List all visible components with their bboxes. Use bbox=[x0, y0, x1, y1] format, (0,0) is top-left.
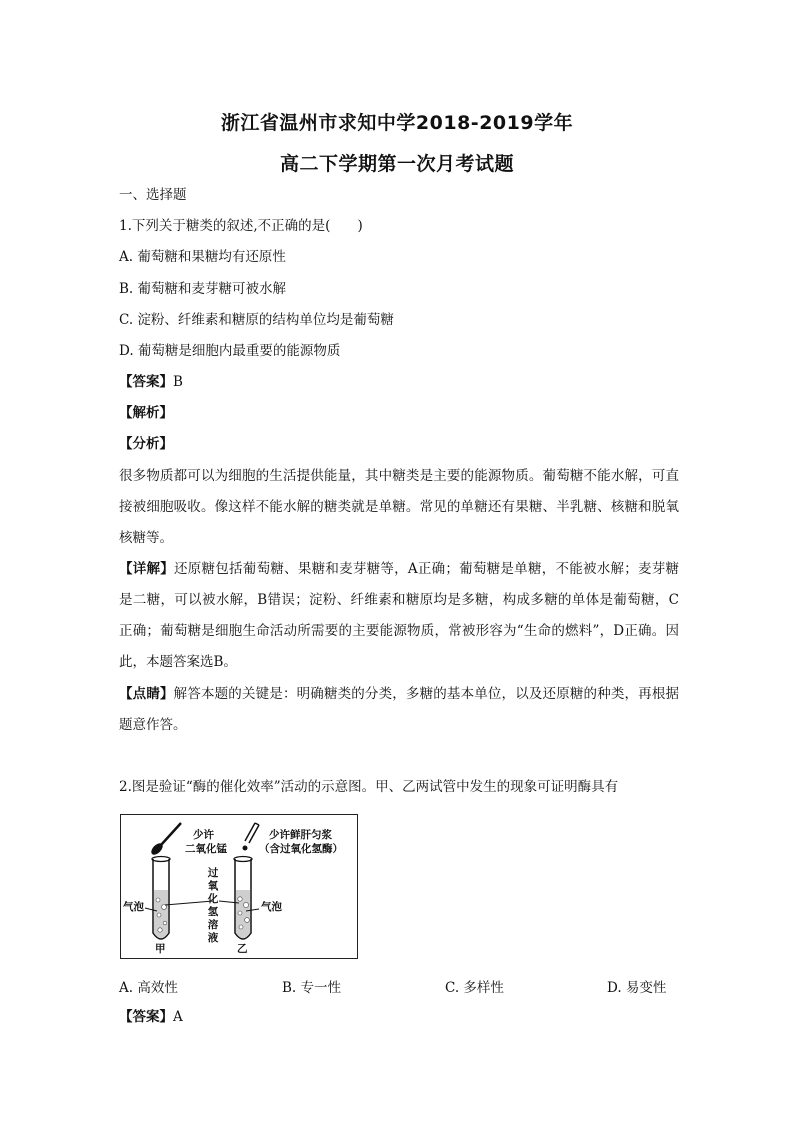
q2-answer bbox=[119, 1007, 679, 1027]
q1-option-a: A. 葡萄糖和果糖均有还原性 bbox=[119, 249, 286, 265]
answer-tag: 【答案】 bbox=[119, 1009, 173, 1025]
test-tube-a bbox=[152, 857, 170, 940]
label-solution: 过 氧 化 氢 溶 液 bbox=[207, 867, 219, 944]
q1-jiexi-tag: 【解析】 bbox=[119, 405, 173, 421]
q1-option-b: B. 葡萄糖和麦芽糖可被水解 bbox=[119, 281, 287, 297]
q1-fenxi-tag: 【分析】 bbox=[119, 436, 173, 452]
dianjing-text: 解答本题的关键是：明确糖类的分类，多糖的基本单位，以及还原糖的种类，再根据题意作答。 bbox=[119, 686, 680, 733]
q2-option-c: C. 多样性 bbox=[445, 980, 504, 996]
q1-stem: 1.下列关于糖类的叙述,不正确的是( ) bbox=[119, 218, 363, 234]
q2-stem: 2.图是验证“酶的催化效率”活动的示意图。甲、乙两试管中发生的现象可证明酶具有 bbox=[119, 779, 619, 795]
spatula-icon bbox=[149, 823, 181, 857]
page-title-line2: 高二下学期第一次月考试题 bbox=[279, 153, 514, 175]
q1-answer bbox=[119, 372, 679, 392]
label-left-reagent-1: 少许 bbox=[193, 829, 214, 841]
section-heading: 一、选择题 bbox=[119, 187, 187, 203]
enzyme-experiment-figure bbox=[120, 814, 358, 959]
q1-option-c: C. 淀粉、纤维素和糖原的结构单位均是葡萄糖 bbox=[119, 312, 394, 328]
answer-tag: 【答案】 bbox=[119, 374, 173, 390]
q2-option-b: B. 专一性 bbox=[282, 980, 342, 996]
xiangjie-tag: 【详解】 bbox=[119, 561, 175, 577]
label-bubble-left: 气泡 bbox=[123, 901, 144, 913]
label-right-reagent-1: 少许鲜肝匀浆 bbox=[269, 829, 332, 841]
page-title-line1: 浙江省温州市求知中学2018-2019学年 bbox=[220, 112, 574, 134]
test-tube-b bbox=[234, 857, 252, 940]
q2-option-d: D. 易变性 bbox=[607, 980, 667, 996]
pointer-line bbox=[165, 901, 213, 905]
q1-xiangjie bbox=[119, 554, 679, 678]
label-bubble-right: 气泡 bbox=[261, 901, 282, 913]
q1-dianjing bbox=[119, 679, 679, 741]
answer-value: B bbox=[173, 374, 183, 390]
dropper-icon bbox=[243, 823, 260, 851]
label-tube-a: 甲 bbox=[155, 943, 166, 955]
xiangjie-text: 还原糖包括葡萄糖、果糖和麦芽糖等，A正确；葡萄糖是单糖，不能被水解；麦芽糖是二糖，可以被水解，B错误；淀粉、纤维素和糖原均是多糖，构成多糖的单体是葡萄糖，C正确；葡萄糖是细胞生命活动所需要的主要能源物质，常被形容为“生命的燃料”，D正确。因此，本题答案选B。 bbox=[119, 561, 680, 670]
label-tube-b: 乙 bbox=[237, 943, 248, 955]
dianjing-tag: 【点睛】 bbox=[119, 686, 174, 702]
label-left-reagent-2: 二氧化锰 bbox=[185, 843, 227, 855]
answer-value: A bbox=[173, 1009, 183, 1025]
label-right-reagent-2: （含过氧化氢酶） bbox=[259, 843, 343, 855]
q2-option-a: A. 高效性 bbox=[119, 980, 178, 996]
q1-option-d: D. 葡萄糖是细胞内最重要的能源物质 bbox=[119, 343, 341, 359]
q1-fenxi-text: 很多物质都可以为细胞的生活提供能量，其中糖类是主要的能源物质。葡萄糖不能水解，可直接被细胞吸收。像这样不能水解的糖类就是单糖。常见的单糖还有果糖、半乳糖、核糖和脱氧核糖等。 bbox=[119, 468, 679, 546]
